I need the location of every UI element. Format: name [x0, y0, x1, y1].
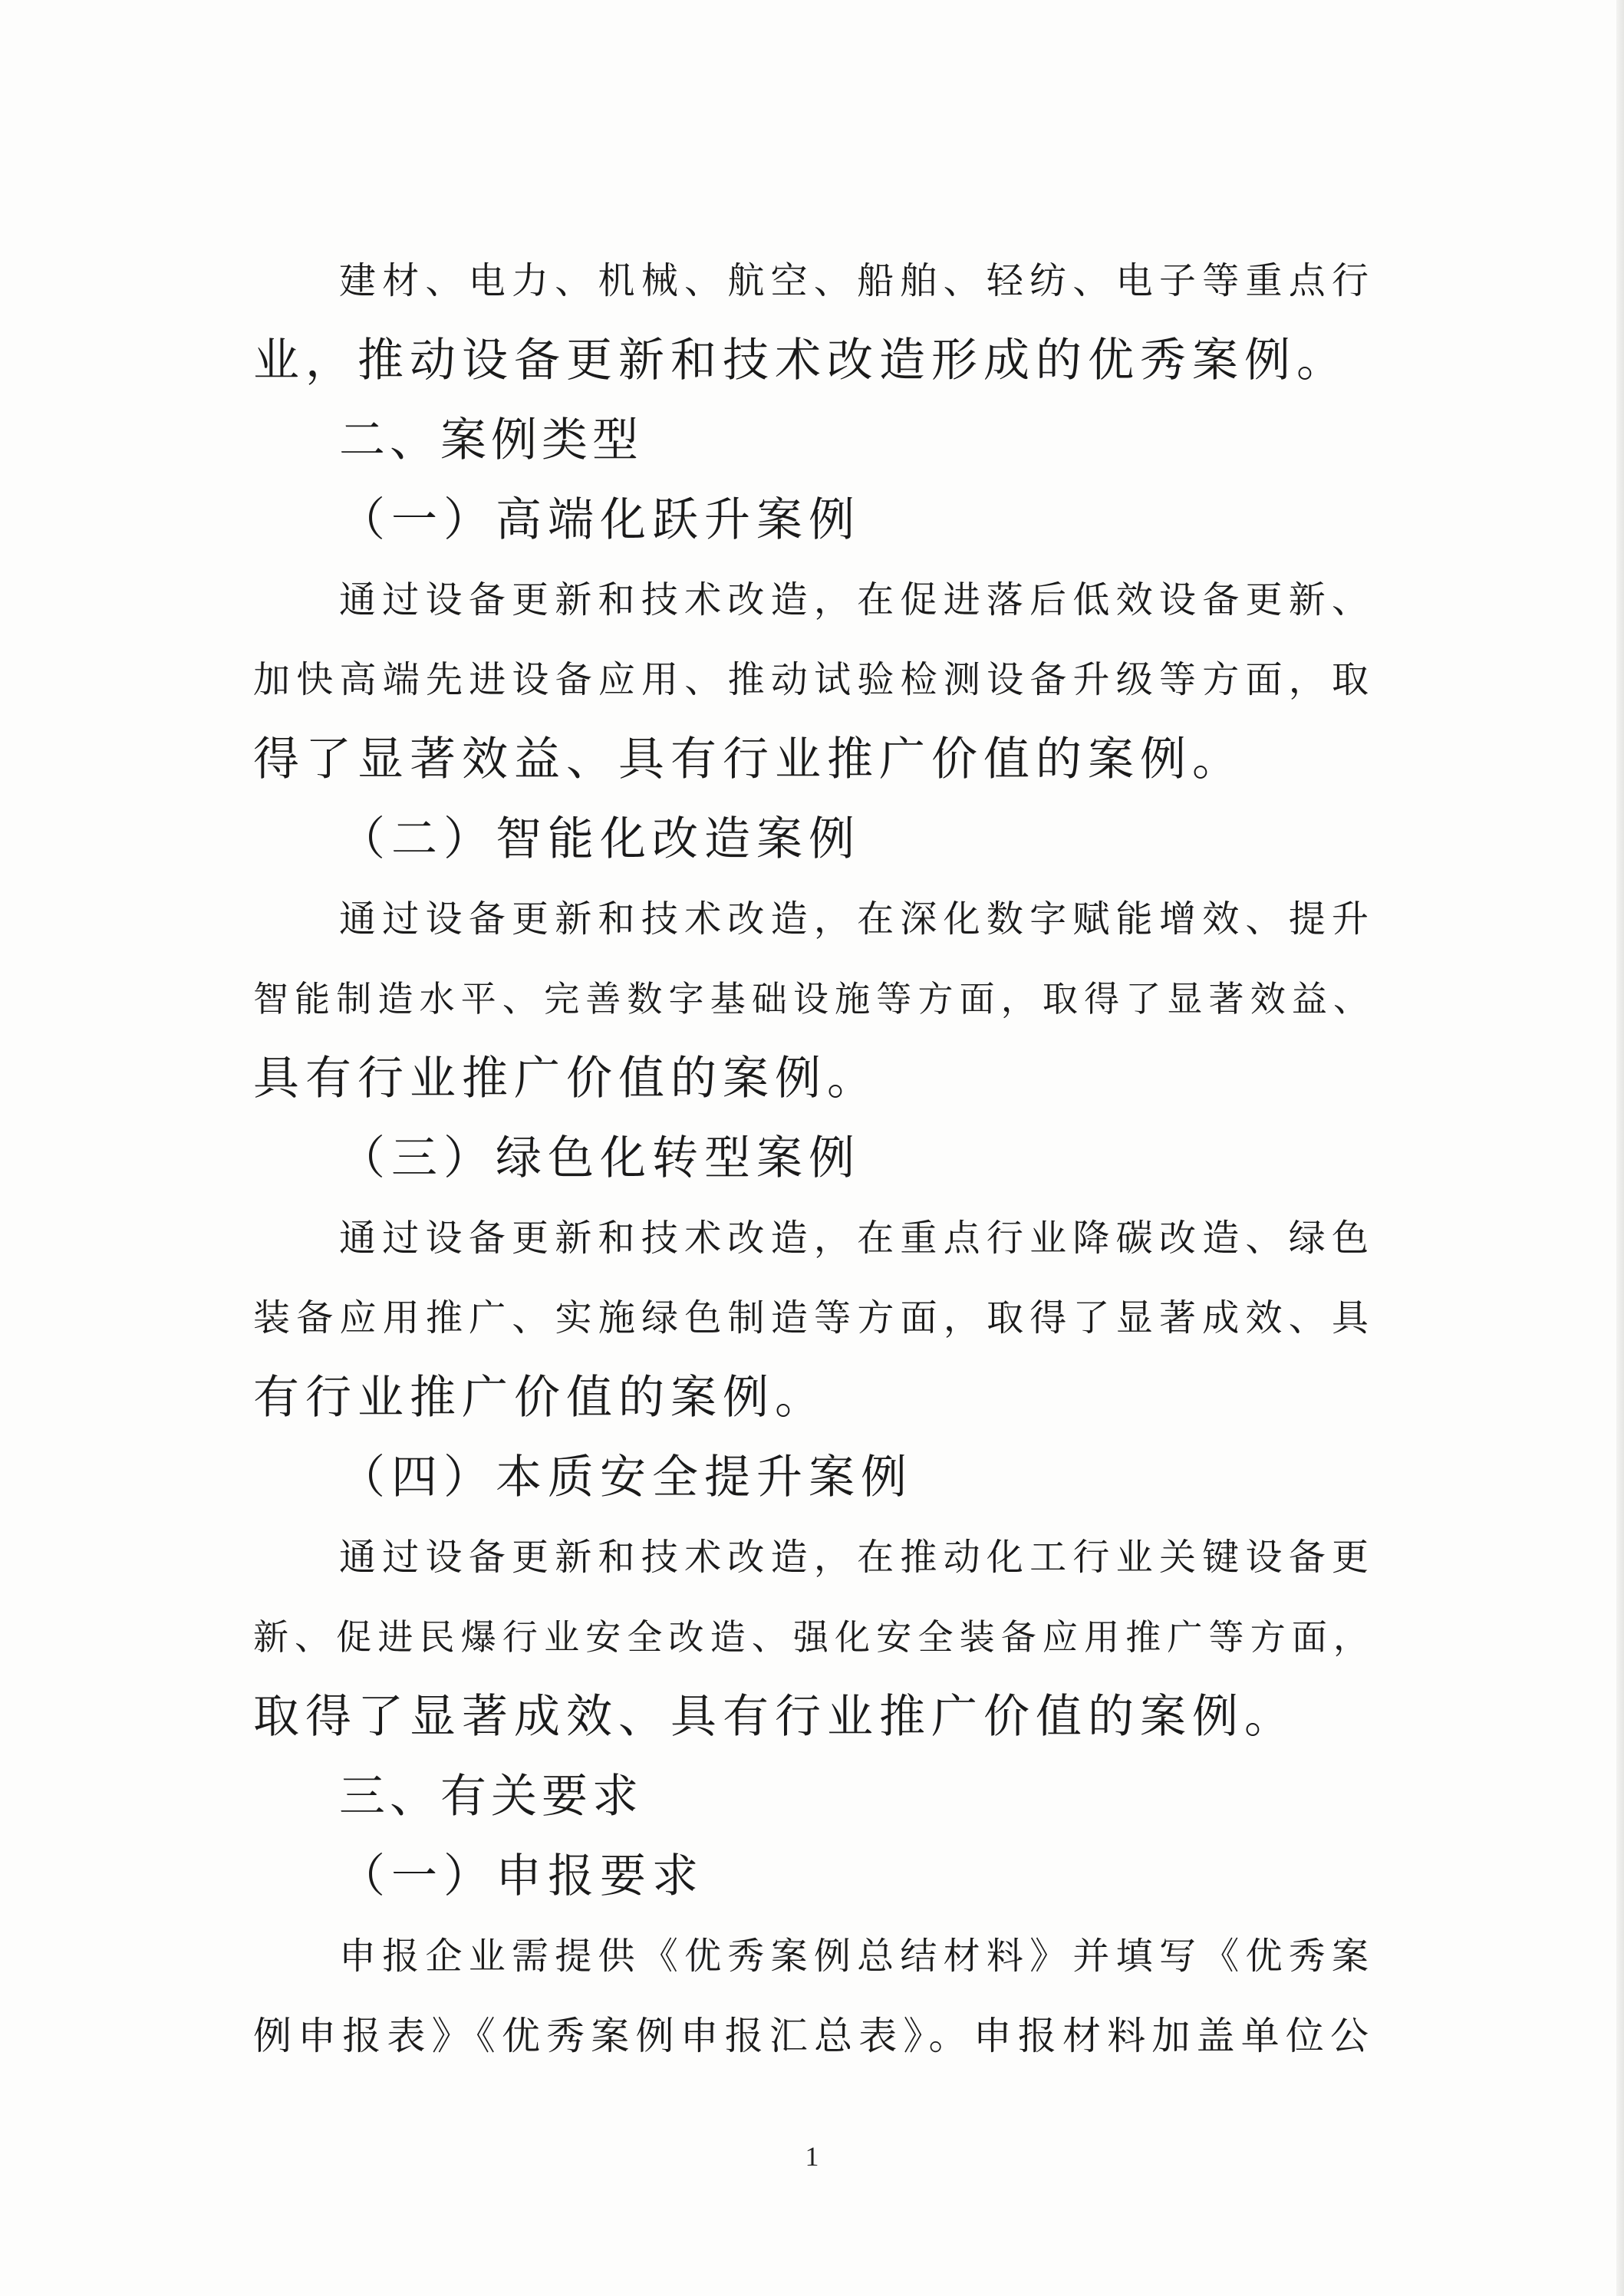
document-body [253, 241, 1375, 2076]
paragraph-line: 申报企业需提供《优秀案例总结材料》并填写《优秀案 [339, 1935, 1375, 1978]
subsection-heading: （三）绿色化转型案例 [339, 1132, 861, 1185]
page-edge-shadow [1616, 0, 1624, 2296]
paragraph-line: 取得了显著成效、具有行业推广价值的案例。 [253, 1690, 1296, 1744]
paragraph-line: 通过设备更新和技术改造，在促进落后低效设备更新、 [339, 578, 1375, 621]
paragraph-line: 加快高端先进设备应用、推动试验检测设备升级等方面，取 [253, 658, 1375, 701]
paragraph-line: 具有行业推广价值的案例。 [253, 1052, 879, 1105]
section-heading: 三、有关要求 [339, 1770, 643, 1823]
subsection-heading: （二）智能化改造案例 [339, 812, 861, 866]
paragraph-line: 通过设备更新和技术改造，在深化数字赋能增效、提升 [339, 898, 1375, 940]
paragraph-line: 有行业推广价值的案例。 [253, 1371, 827, 1425]
subsection-heading: （一）申报要求 [339, 1850, 704, 1903]
paragraph-line: 新、促进民爆行业安全改造、强化安全装备应用推广等方面， [253, 1616, 1375, 1658]
subsection-heading: （四）本质安全提升案例 [339, 1451, 913, 1504]
section-heading: 二、案例类型 [339, 413, 643, 467]
paragraph-line: 得了显著效益、具有行业推广价值的案例。 [253, 733, 1244, 786]
paragraph-line: 业，推动设备更新和技术改造形成的优秀案例。 [253, 334, 1349, 387]
paragraph-line: 例申报表》《优秀案例申报汇总表》。申报材料加盖单位公 [253, 2014, 1375, 2058]
paragraph-line: 智能制造水平、完善数字基础设施等方面，取得了显著效益、 [253, 978, 1375, 1020]
paragraph-line: 通过设备更新和技术改造，在推动化工行业关键设备更 [339, 1536, 1375, 1579]
paragraph-line: 装备应用推广、实施绿色制造等方面，取得了显著成效、具 [253, 1296, 1375, 1339]
paragraph-line: 通过设备更新和技术改造，在重点行业降碳改造、绿色 [339, 1217, 1375, 1260]
subsection-heading: （一）高端化跃升案例 [339, 493, 861, 547]
paragraph-line: 建材、电力、机械、航空、船舶、轻纺、电子等重点行 [339, 259, 1375, 302]
page-number: 1 [805, 2141, 819, 2172]
